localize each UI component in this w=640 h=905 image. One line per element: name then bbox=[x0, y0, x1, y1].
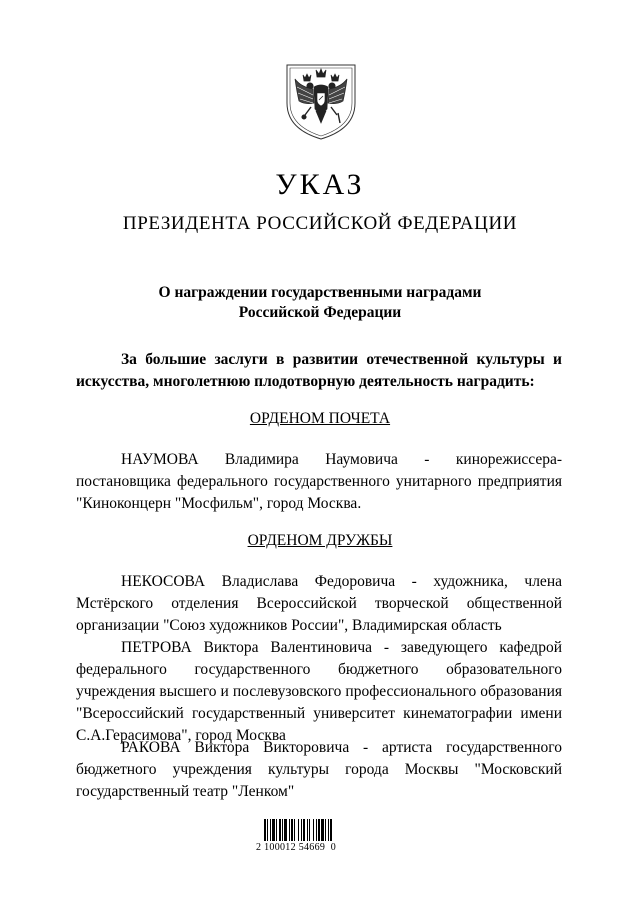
order-heading-friendship: ОРДЕНОМ ДРУЖБЫ bbox=[247, 532, 393, 549]
barcode-number: 2 100012 54669 0 bbox=[256, 842, 337, 853]
decree-subject-line-2: Российской Федерации bbox=[238, 304, 402, 321]
state-emblem-icon bbox=[283, 57, 359, 141]
decree-subject-line-1: О награждении государственными наградами bbox=[158, 284, 482, 301]
order-heading-honour: ОРДЕНОМ ПОЧЕТА bbox=[249, 410, 391, 427]
award-entry-petrov: ПЕТРОВА Виктора Валентиновича - заведующего кафедрой федерального государственного бюджетного образовательного учреждения высшего и послевузовского профессионального образования "Всероссийский государственный университет кинематографии имени С.А.Герасимова", город Москва bbox=[76, 639, 562, 744]
decree-preamble: За большие заслуги в развитии отечественной культуры и искусства, многолетнюю плодотворную деятельность наградить: bbox=[76, 351, 562, 390]
document-type-title: УКАЗ bbox=[275, 168, 365, 201]
issuer-title: ПРЕЗИДЕНТА РОССИЙСКОЙ ФЕДЕРАЦИИ bbox=[122, 213, 518, 234]
award-entry-naumov: НАУМОВА Владимира Наумовича - кинорежиссера-постановщика федерального государственного унитарного предприятия "Киноконцерн "Мосфильм", город Москва. bbox=[76, 451, 562, 512]
decree-subject bbox=[0, 283, 640, 323]
award-entry-nekosov: НЕКОСОВА Владислава Федоровича - художника, члена Мстёрского отделения Всероссийской творческой общественной организации "Союз художников России", Владимирская область bbox=[76, 573, 562, 634]
award-entry-rakov: РАКОВА Виктора Викторовича - артиста государственного бюджетного учреждения культуры города Москвы "Московский государственный театр "Ленком" bbox=[76, 739, 562, 800]
